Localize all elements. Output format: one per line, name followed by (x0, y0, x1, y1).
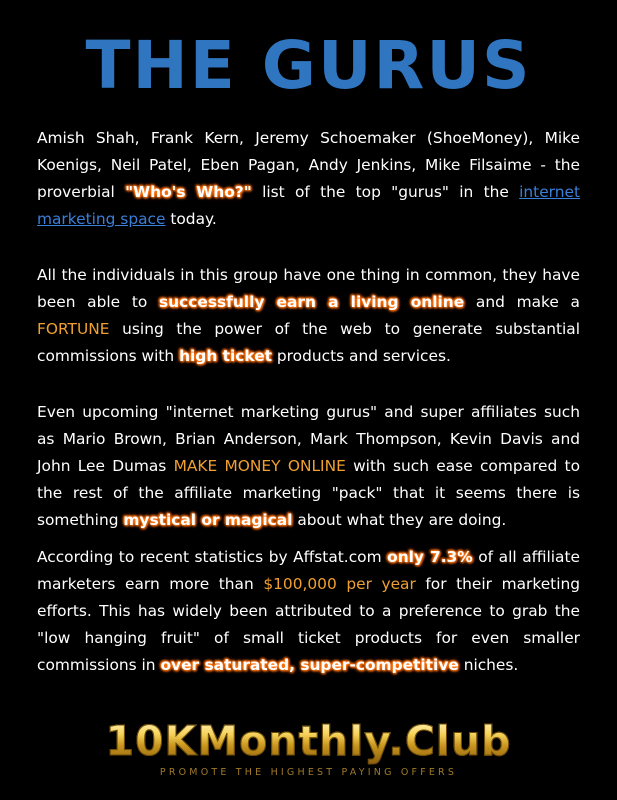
internet-marketing-link[interactable]: internet marketing space (37, 183, 580, 228)
text-span: niches. (458, 656, 519, 674)
text-span: for their marketing efforts. This has widely been attributed to a preference to grab the "low hanging fruit" of small ticket products for even smaller commissions in (37, 575, 580, 674)
text-span: of all affiliate marketers earn more than (37, 548, 580, 593)
text-span: list of the top "gurus" in the (251, 183, 520, 201)
text-span: using the power of the web to generate substantial commissions with (37, 320, 580, 365)
text-span: Even upcoming "internet marketing gurus" and super affiliates such as Mario Brown, Brian Anderson, Mark Thompson, Kevin Davis and John Lee Dumas (37, 403, 580, 475)
text-span: with such ease compared to the rest of the affiliate marketing "pack" that it seems there is something (37, 457, 580, 529)
text-span: today. (165, 210, 217, 228)
paragraph-gurus-list (37, 125, 580, 233)
text-span: All the individuals in this group have one thing in common, they have been able to (37, 266, 580, 311)
text-span: and make a (464, 293, 580, 311)
highlight-high-ticket: high ticket (179, 347, 273, 365)
brand-name: 10KMonthly.Club (105, 717, 512, 765)
text-span: According to recent statistics by Affstat.com (37, 548, 388, 566)
highlight-whos-who: "Who's Who?" (125, 183, 252, 201)
text-span: Amish Shah, Frank Kern, Jeremy Schoemaker (ShoeMoney), Mike Koenigs, Neil Patel, Eben Pagan, Andy Jenkins, Mike Filsaime - the proverbial (37, 129, 580, 201)
highlight-percentage: only 7.3% (387, 548, 473, 566)
highlight-earn-living: successfully earn a living online (159, 293, 465, 311)
paragraph-upcoming-gurus (37, 399, 580, 534)
brand-tagline: PROMOTE THE HIGHEST PAYING OFFERS (159, 767, 458, 778)
text-span: products and services. (272, 347, 451, 365)
text-span: about what they are doing. (292, 511, 507, 529)
paragraph-statistics (37, 544, 580, 679)
page-title: THE GURUS (85, 27, 532, 104)
highlight-competitive: over saturated, super-competitive (160, 656, 459, 674)
paragraph-common-trait (37, 262, 580, 370)
accent-fortune: FORTUNE (37, 320, 110, 338)
highlight-mystical: mystical or magical (123, 511, 293, 529)
accent-income: $100,000 per year (263, 575, 416, 593)
accent-make-money-online: MAKE MONEY ONLINE (173, 457, 346, 475)
brand-logo (0, 717, 617, 778)
